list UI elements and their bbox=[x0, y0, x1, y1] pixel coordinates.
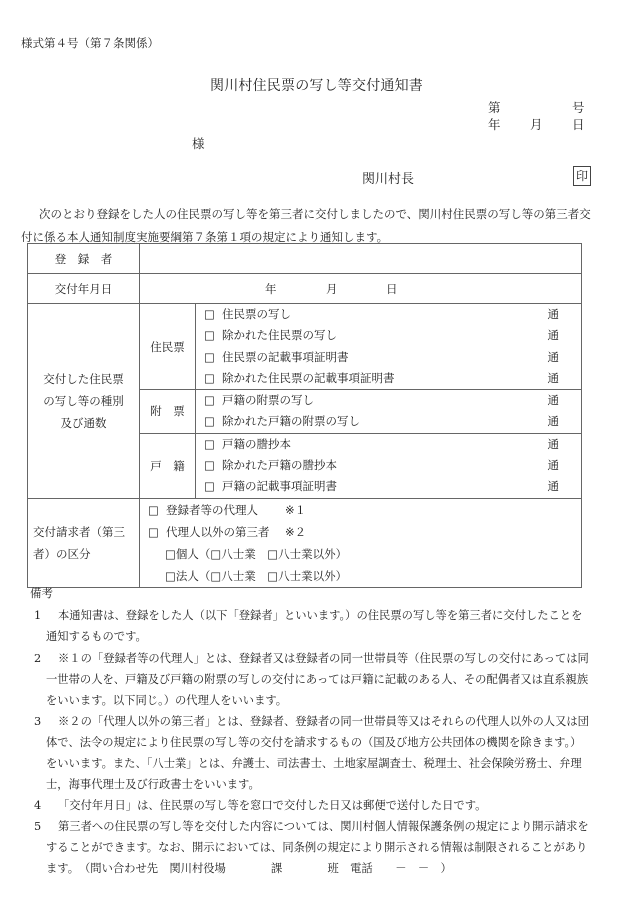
types-row-group-1 bbox=[28, 304, 582, 390]
requester-option-agent[interactable] bbox=[140, 499, 581, 521]
remark-text: ※１の「登録者等の代理人」とは、登録者又は登録者の同一世帯員等（住民票の写しの交付にあっては同一世帯の人を、戸籍及び戸籍の附票の写しの交付にあっては戸籍に記載のある人、その配偶者又は直系親族をいいます。以下同じ。）の代理人をいいます。 bbox=[46, 652, 589, 707]
types-label-line-1: 交付した住民票 bbox=[43, 371, 124, 386]
issue-date-label: 交付年月日 bbox=[28, 274, 140, 304]
checkbox-icon[interactable]: □ bbox=[204, 414, 215, 429]
remark-item-4 bbox=[34, 795, 592, 816]
checkbox-icon[interactable]: □ bbox=[204, 436, 215, 451]
item-label: 住民票の記載事項証明書 bbox=[222, 349, 349, 364]
count-unit: 通 bbox=[547, 328, 559, 343]
requester-label-line-2: 者）の区分 bbox=[33, 546, 91, 561]
count-unit: 通 bbox=[547, 436, 559, 451]
issue-date-year: 年 bbox=[265, 282, 277, 296]
group-items-fuhyo bbox=[196, 390, 582, 434]
remark-item-1 bbox=[34, 605, 592, 647]
registrant-row bbox=[28, 244, 582, 274]
item-label: 住民票の写し bbox=[222, 307, 291, 321]
remark-text: 第三者への住民票の写し等を交付した内容については、関川村個人情報保護条例の規定により開示請求をすることができます。なお、開示においては、同条例の規定により開示される情報は制限されることがあります。 （問い合わせ先 関川村役場 課 班 電話 － － ） bbox=[46, 820, 589, 875]
list-item[interactable] bbox=[196, 347, 581, 368]
list-item[interactable] bbox=[196, 325, 581, 346]
form-number: 様式第４号（第７条関係） bbox=[21, 36, 159, 50]
item-label: 戸籍の謄抄本 bbox=[222, 436, 291, 451]
checkbox-icon[interactable]: □ bbox=[204, 479, 215, 494]
requester-option-third-party[interactable] bbox=[140, 521, 581, 543]
issue-date-month: 月 bbox=[326, 282, 338, 296]
count-unit: 通 bbox=[547, 393, 559, 408]
addressee-honorific: 様 bbox=[192, 136, 205, 151]
remark-number: 1 bbox=[34, 609, 42, 622]
group-label-juminhyo: 住民票 bbox=[140, 304, 196, 390]
item-label: 戸籍の記載事項証明書 bbox=[222, 479, 337, 494]
document-number-prefix: 第 bbox=[488, 100, 501, 115]
list-item[interactable] bbox=[196, 455, 581, 476]
types-label-line-3: 及び通数 bbox=[60, 415, 107, 430]
checkbox-icon[interactable]: □ bbox=[148, 502, 159, 517]
count-unit: 通 bbox=[547, 458, 559, 473]
remark-item-2 bbox=[34, 648, 592, 711]
requester-suboption-corporation[interactable]: □法人（□八士業 □八士業以外） bbox=[165, 568, 348, 583]
list-item[interactable] bbox=[196, 390, 581, 411]
count-unit: 通 bbox=[547, 349, 559, 364]
checkbox-icon[interactable]: □ bbox=[204, 393, 215, 408]
option-label: 登録者等の代理人 bbox=[166, 502, 258, 517]
list-item[interactable] bbox=[196, 368, 581, 389]
requester-label-line-1: 交付請求者（第三 bbox=[33, 524, 125, 539]
remark-item-5 bbox=[34, 816, 592, 879]
count-unit: 通 bbox=[547, 370, 559, 385]
group-items-koseki bbox=[196, 433, 582, 498]
document-number-suffix: 号 bbox=[572, 100, 585, 115]
item-label: 除かれた住民票の記載事項証明書 bbox=[222, 370, 395, 385]
footnote-ref: ※１ bbox=[285, 502, 307, 517]
list-item[interactable] bbox=[196, 304, 581, 325]
requester-options bbox=[140, 498, 582, 587]
item-label: 除かれた住民票の写し bbox=[222, 328, 337, 343]
notification-table bbox=[27, 243, 582, 588]
list-item[interactable] bbox=[196, 476, 581, 497]
checkbox-icon[interactable]: □ bbox=[204, 307, 215, 321]
checkbox-icon[interactable]: □ bbox=[204, 370, 215, 385]
remark-number: 2 bbox=[34, 652, 42, 665]
checkbox-icon[interactable]: □ bbox=[204, 328, 215, 343]
issue-date-day: 日 bbox=[386, 282, 398, 296]
remark-number: 5 bbox=[34, 820, 42, 833]
footnote-ref: ※２ bbox=[285, 524, 307, 539]
remark-number: 4 bbox=[34, 799, 42, 812]
types-label-line-2: の写し等の種別 bbox=[43, 393, 124, 408]
checkbox-icon[interactable]: □ bbox=[148, 524, 159, 539]
issue-date-row bbox=[28, 274, 582, 304]
checkbox-icon[interactable]: □ bbox=[204, 349, 215, 364]
seal-mark: 印 bbox=[573, 166, 591, 186]
remark-text: ※２の「代理人以外の第三者」とは、登録者、登録者の同一世帯員等又はそれらの代理人以外の人又は団体で、法令の規定により住民票の写し等の交付を請求するもの（国及び地方公共団体の機関を除きます。）をいいます。また、「八士業」とは、弁護士、司法書士、土地家屋調査士、税理士、社会保険労務士、弁理士，海事代理士及び行政書士をいいます。 bbox=[46, 715, 589, 791]
option-label: 代理人以外の第三者 bbox=[166, 524, 270, 539]
count-unit: 通 bbox=[547, 307, 559, 321]
date-year-label: 年 bbox=[488, 117, 501, 132]
remark-number: 3 bbox=[34, 715, 42, 728]
requester-suboption-individual[interactable]: □個人（□八士業 □八士業以外） bbox=[165, 546, 348, 561]
issuer-name: 関川村長 bbox=[362, 172, 415, 187]
issue-date-value[interactable] bbox=[140, 274, 582, 304]
remark-text: 「交付年月日」は、住民票の写し等を窓口で交付した日又は郵便で送付した日です。 bbox=[58, 799, 487, 812]
group-label-koseki: 戸 籍 bbox=[140, 433, 196, 498]
remarks-heading: 備考 bbox=[30, 586, 53, 600]
item-label: 戸籍の附票の写し bbox=[222, 393, 314, 408]
registrant-value[interactable] bbox=[140, 244, 582, 274]
count-unit: 通 bbox=[547, 479, 559, 494]
requester-row bbox=[28, 498, 582, 587]
remark-item-3 bbox=[34, 711, 592, 795]
group-label-fuhyo: 附 票 bbox=[140, 390, 196, 434]
list-item[interactable] bbox=[196, 434, 581, 455]
list-item[interactable] bbox=[196, 411, 581, 432]
count-unit: 通 bbox=[547, 414, 559, 429]
group-items-juminhyo bbox=[196, 304, 582, 390]
requester-label bbox=[28, 498, 140, 587]
checkbox-icon[interactable]: □ bbox=[204, 458, 215, 473]
item-label: 除かれた戸籍の謄抄本 bbox=[222, 458, 337, 473]
document-title: 関川村住民票の写し等交付通知書 bbox=[210, 78, 423, 94]
types-label bbox=[28, 304, 140, 499]
date-day-label: 日 bbox=[572, 117, 585, 132]
registrant-label: 登 録 者 bbox=[28, 244, 140, 274]
date-month-label: 月 bbox=[530, 117, 543, 132]
remark-text: 本通知書は、登録をした人（以下「登録者」といいます。）の住民票の写し等を第三者に交付したことを通知するものです。 bbox=[46, 609, 583, 643]
intro-text: 次のとおり登録をした人の住民票の写し等を第三者に交付しましたので、関川村住民票の写し等の第三者交付に係る本人通知制度実施要綱第７条第１項の規定により通知します。 bbox=[21, 207, 591, 244]
item-label: 除かれた戸籍の附票の写し bbox=[222, 414, 360, 429]
